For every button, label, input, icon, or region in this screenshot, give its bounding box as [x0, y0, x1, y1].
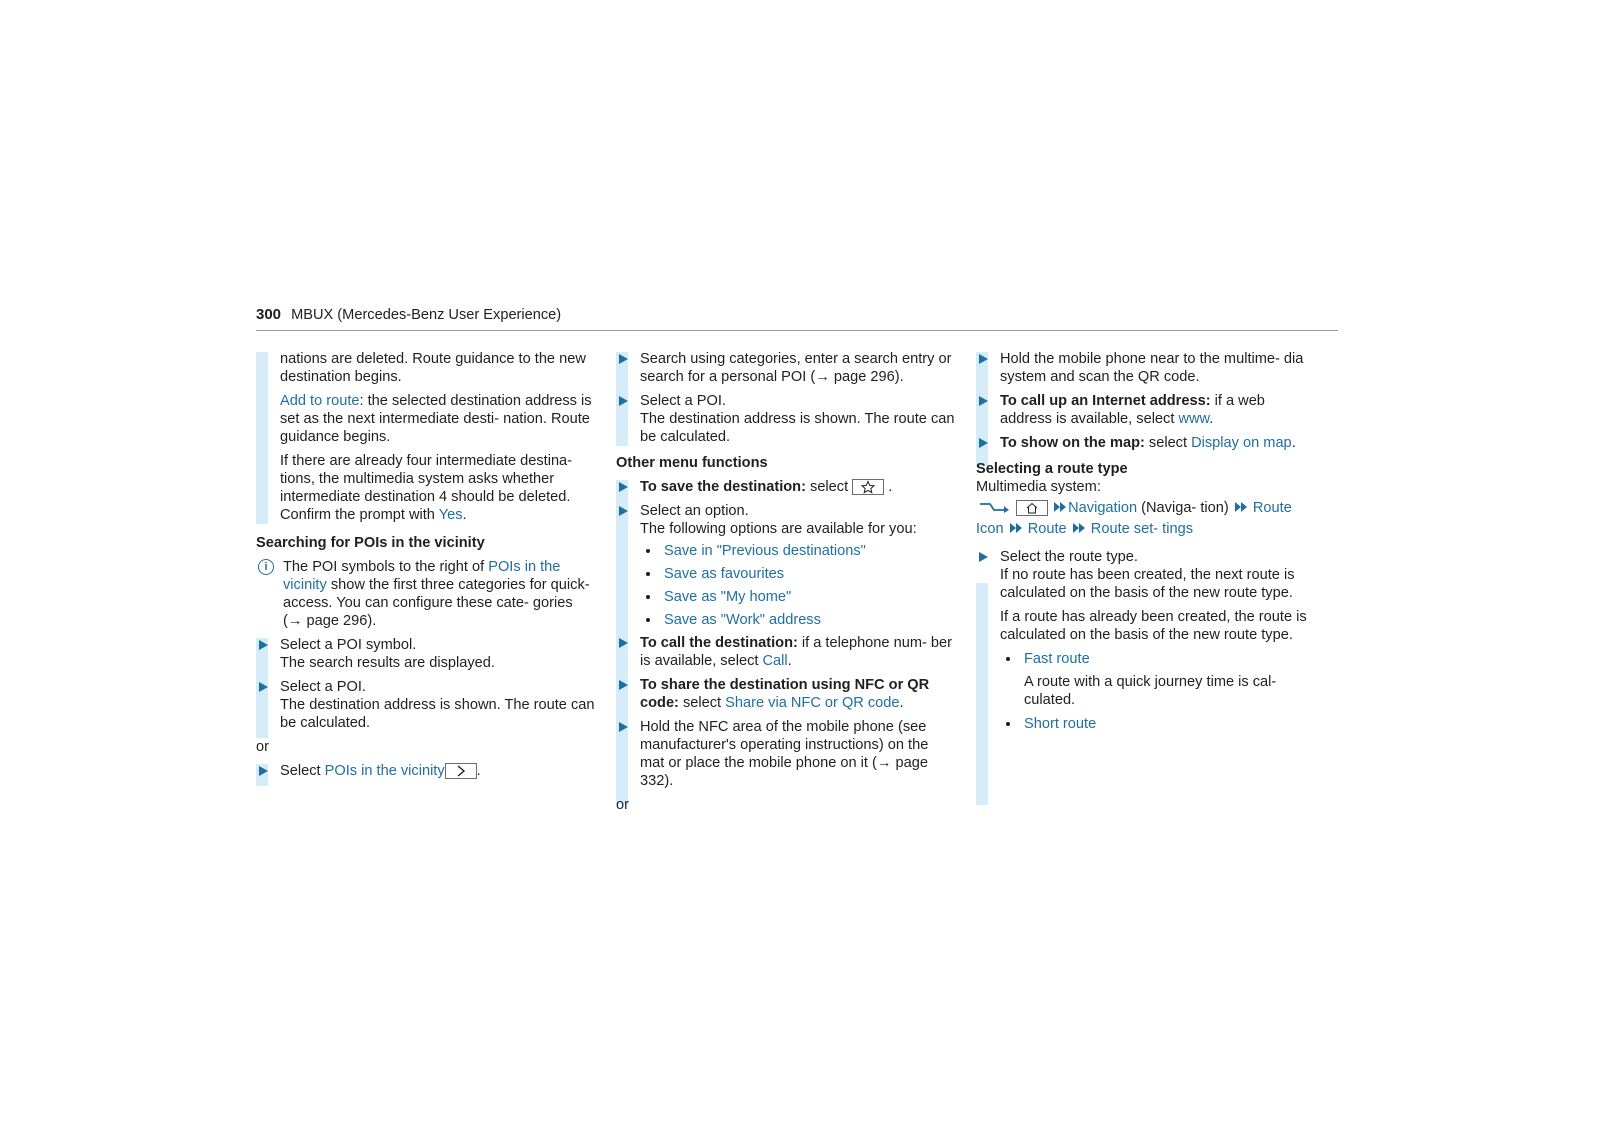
triangle-right-icon: [619, 354, 628, 364]
paragraph: If there are already four intermediate destina- tions, the multimedia system asks whether intermediate destination 4 should be deleted. Confirm the prompt with Yes.: [280, 453, 573, 523]
step: Select a POI. The destination address is shown. The route can be calculated.: [616, 392, 956, 446]
option-description: A route with a quick journey time is cal- culated.: [1024, 674, 1277, 708]
paragraph: If a route has already been created, the route is calculated on the basis of the new route type.: [1000, 609, 1307, 643]
list-item: [640, 611, 956, 629]
triangle-right-icon: [979, 552, 988, 562]
step: Hold the NFC area of the mobile phone (see manufacturer's operating instructions) on the mat or place the mobile phone on it (→ page 332).: [616, 718, 956, 790]
step: To call up an Internet address: if a web address is available, select www.: [976, 392, 1316, 428]
list-item: [640, 565, 956, 583]
add-to-route-link[interactable]: Add to route: [280, 393, 360, 409]
list-item: [640, 542, 956, 560]
step: Select an option. The following options are available for you:: [616, 502, 956, 538]
step: Hold the mobile phone near to the multime- dia system and scan the QR code.: [976, 350, 1316, 386]
triangle-right-icon: [259, 766, 268, 776]
home-icon[interactable]: [1016, 500, 1048, 516]
or-text: or: [256, 739, 269, 755]
share-nfc-qr-link[interactable]: Share via NFC or QR code: [725, 695, 900, 711]
step: Select POIs in the vicinity .: [256, 762, 596, 780]
column-1: [256, 350, 596, 786]
option-link[interactable]: Save as favourites: [664, 566, 785, 582]
page-header: [256, 306, 1338, 331]
display-on-map-link[interactable]: Display on map: [1191, 435, 1292, 451]
chevron-right-icon[interactable]: [445, 763, 477, 779]
hook-arrow-icon: [976, 499, 1012, 511]
list-item: [640, 588, 956, 606]
step: To show on the map: select Display on map.: [976, 434, 1316, 452]
subheading: Multimedia system:: [976, 479, 1101, 495]
menu-path: Navigation (Naviga- tion) Route Icon Route Route set- tings: [976, 500, 1292, 537]
triangle-right-icon: [619, 506, 628, 516]
triangle-right-icon: [259, 640, 268, 650]
triangle-right-icon: [619, 722, 628, 732]
column-2: [616, 350, 956, 820]
triangle-right-icon: [979, 438, 988, 448]
pois-in-vicinity-link[interactable]: POIs in the vicinity: [283, 559, 561, 593]
double-chevron-icon: [1052, 499, 1068, 511]
triangle-right-icon: [259, 682, 268, 692]
route-settings-link[interactable]: Route set- tings: [1090, 521, 1194, 537]
triangle-right-icon: [619, 638, 628, 648]
triangle-right-icon: [979, 396, 988, 406]
column-3: [976, 350, 1316, 738]
option-link[interactable]: Save as "Work" address: [664, 612, 821, 628]
paragraph: nations are deleted. Route guidance to the new destination begins.: [280, 351, 586, 385]
triangle-right-icon: [979, 354, 988, 364]
fast-route-link[interactable]: Fast route: [1024, 651, 1090, 667]
triangle-right-icon: [619, 680, 628, 690]
navigation-link[interactable]: Navigation: [1068, 500, 1138, 516]
step: To call the destination: if a telephone num- ber is available, select Call.: [616, 634, 956, 670]
star-icon[interactable]: [852, 479, 884, 495]
pois-in-vicinity-link[interactable]: POIs in the vicinity: [324, 763, 445, 779]
list-item: [1000, 715, 1316, 733]
triangle-right-icon: [619, 396, 628, 406]
info-icon: i: [258, 559, 274, 575]
short-route-link[interactable]: Short route: [1024, 716, 1097, 732]
route-link[interactable]: Route: [1027, 521, 1067, 537]
list-item: [1000, 650, 1316, 668]
double-chevron-icon: [1233, 499, 1249, 511]
option-link[interactable]: Save as "My home": [664, 589, 792, 605]
double-chevron-icon: [1008, 520, 1024, 532]
step: Select a POI. The destination address is shown. The route can be calculated.: [256, 678, 596, 732]
call-link[interactable]: Call: [762, 653, 788, 669]
page-title: MBUX (Mercedes-Benz User Experience): [291, 307, 562, 323]
double-chevron-icon: [1071, 520, 1087, 532]
step: To save the destination: select .: [616, 478, 956, 496]
yes-link[interactable]: Yes: [438, 507, 463, 523]
option-link[interactable]: Save in "Previous destinations": [664, 543, 866, 559]
www-link[interactable]: www: [1178, 411, 1210, 427]
info-note: i The POI symbols to the right of POIs in the vicinity show the first three categories for quick-access. You can configure these cate- gories (→ page 296).: [256, 558, 596, 630]
step: Select a POI symbol. The search results are displayed.: [256, 636, 596, 672]
triangle-right-icon: [619, 482, 628, 492]
step: Select the route type. If no route has been created, the next route is calculated on the basis of the new route type.: [976, 548, 1316, 602]
section-heading: Selecting a route type: [976, 461, 1128, 477]
route-icon-link[interactable]: Route Icon: [976, 500, 1292, 537]
paragraph: Add to route: the selected destination address is set as the next intermediate desti- nation. Route guidance begins.: [280, 393, 592, 445]
section-heading: Other menu functions: [616, 455, 768, 471]
section-heading: Searching for POIs in the vicinity: [256, 535, 485, 551]
step: To share the destination using NFC or QR code: select Share via NFC or QR code.: [616, 676, 956, 712]
page-number: 300: [256, 306, 282, 323]
step: Search using categories, enter a search entry or search for a personal POI (→ page 296).: [616, 350, 956, 386]
or-text: or: [616, 797, 629, 813]
